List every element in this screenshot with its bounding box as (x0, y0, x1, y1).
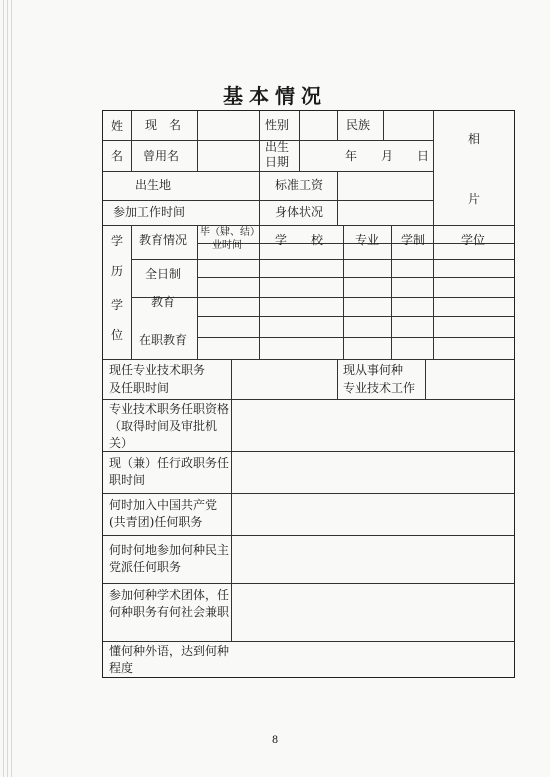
table-rule (103, 399, 514, 400)
table-rule (259, 225, 260, 359)
standard-salary-label: 标准工资 (275, 178, 324, 192)
table-rule (103, 535, 514, 536)
table-rule (197, 111, 198, 171)
table-rule (131, 225, 132, 359)
table-rule (259, 111, 260, 171)
birth-date-label-2: 日期 (265, 155, 290, 169)
table-rule (433, 111, 434, 225)
admin-post-label: 现（兼）任行政职务任职时间 (109, 456, 230, 487)
page-edge (3, 0, 4, 777)
major-label: 专业 (355, 233, 380, 247)
table-rule (337, 111, 338, 140)
table-rule (197, 337, 514, 338)
photo-char-1: 相 (468, 132, 481, 146)
former-name-label: 曾用名 (143, 149, 180, 163)
party-label: 何时加入中国共产党(共青团)任何职务 (109, 498, 218, 529)
table-rule (197, 316, 514, 317)
year-month-day: 年 月 日 (345, 149, 430, 163)
table-rule (299, 140, 300, 171)
table-rule (231, 359, 232, 641)
graduation-label-2: 业时间 (212, 240, 242, 251)
current-title-label-1: 现任专业技术职务 (109, 363, 206, 377)
current-title-label-2: 及任职时间 (109, 381, 170, 395)
edu-char-1: 学 (111, 234, 124, 248)
table-rule (131, 297, 514, 298)
current-name-label: 现 名 (145, 118, 182, 132)
basic-info-table (102, 110, 515, 678)
birthplace-label: 出生地 (135, 178, 172, 192)
table-rule (103, 171, 433, 172)
language-label: 懂何种外语，达到何种程度 (109, 644, 230, 675)
graduation-label-1: 毕（肄、结） (200, 227, 260, 238)
table-rule (391, 225, 392, 359)
table-rule (337, 359, 338, 399)
table-rule (131, 259, 514, 260)
form-title: 基本情况 (223, 84, 327, 108)
ethnicity-label: 民族 (346, 118, 371, 132)
edu-status-label: 教育情况 (139, 233, 188, 247)
table-rule (197, 277, 514, 278)
table-rule (337, 171, 338, 225)
edu-char-2: 历 (111, 264, 124, 278)
table-rule (383, 111, 384, 140)
table-rule (425, 359, 426, 399)
qualification-label: 专业技术职务任职资格（取得时间及审批机关） (109, 402, 230, 450)
name-char-2: 名 (111, 149, 124, 163)
fulltime-label-1: 全日制 (145, 267, 182, 281)
table-rule (103, 641, 514, 642)
table-rule (103, 583, 514, 584)
table-rule (197, 225, 198, 359)
fulltime-label-2: 教育 (151, 295, 176, 309)
table-rule (259, 171, 260, 225)
birth-date-label-1: 出生 (265, 140, 290, 154)
democratic-party-label: 何时何地参加何种民主党派任何职务 (109, 543, 230, 574)
work-start-label: 参加工作时间 (113, 205, 186, 219)
table-rule (103, 359, 514, 360)
table-rule (433, 225, 434, 359)
degree-label: 学位 (461, 233, 486, 247)
page-edge (11, 0, 12, 777)
edu-char-3: 学 (111, 298, 124, 312)
edu-char-4: 位 (111, 328, 124, 342)
gender-label: 性别 (265, 118, 290, 132)
table-rule (103, 200, 433, 201)
table-rule (131, 111, 132, 171)
current-work-label-1: 现从事何种 (343, 363, 404, 377)
academic-label: 参加何种学术团体，任何种职务有何社会兼职 (109, 588, 230, 619)
current-work-label-2: 专业技术工作 (343, 381, 416, 395)
table-rule (103, 493, 514, 494)
table-rule (103, 225, 514, 226)
name-char-1: 姓 (111, 119, 124, 133)
school-label: 学 校 (275, 233, 324, 247)
photo-char-2: 片 (468, 192, 481, 206)
page-number: 8 (271, 735, 279, 746)
health-label: 身体状况 (275, 205, 324, 219)
page-edge (7, 0, 8, 777)
table-rule (299, 111, 300, 140)
duration-label: 学制 (401, 233, 426, 247)
inservice-label: 在职教育 (139, 333, 188, 347)
table-rule (343, 225, 344, 359)
